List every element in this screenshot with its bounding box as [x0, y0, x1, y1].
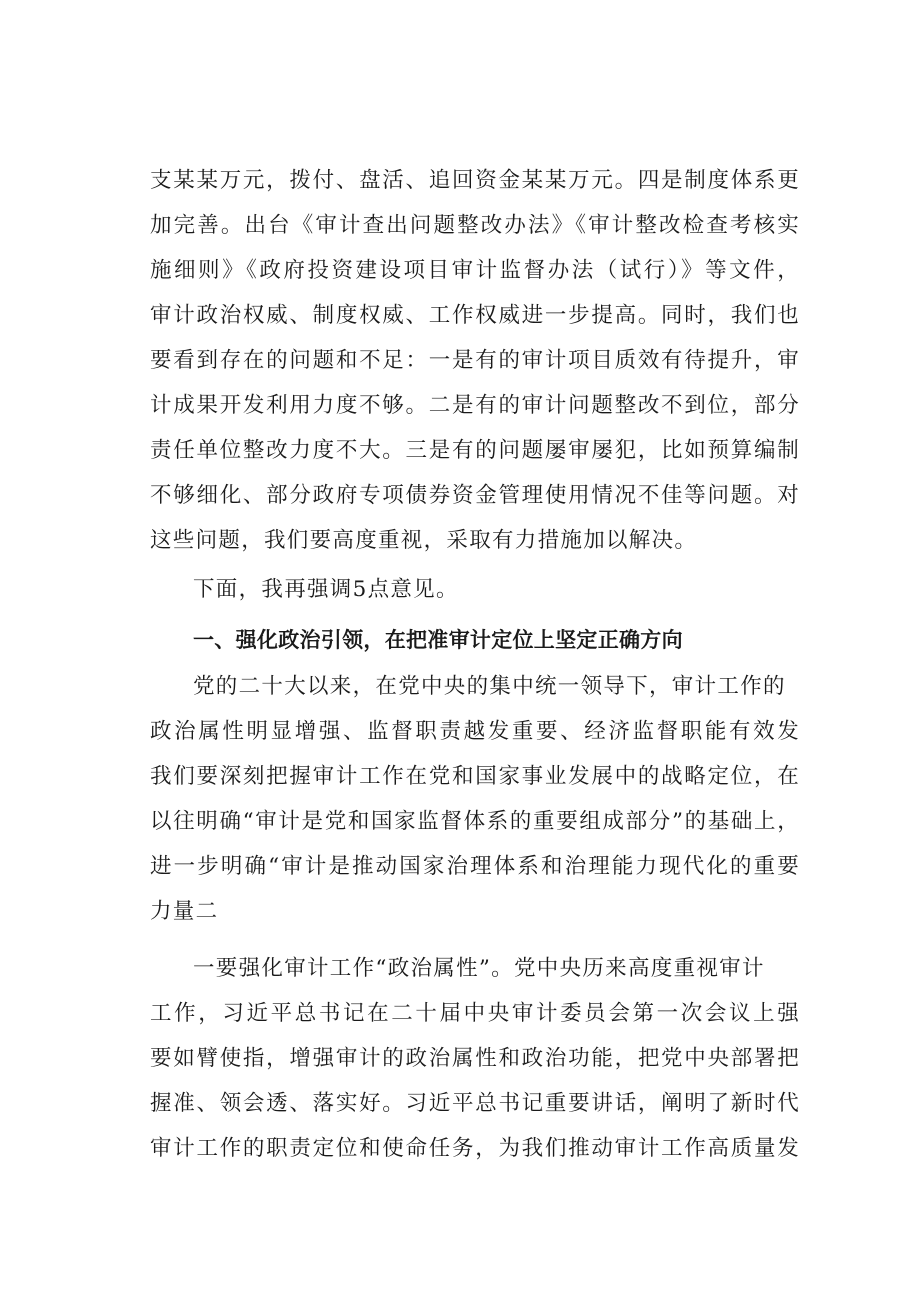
- body-line: 进一步明确“审计是推动国家治理体系和治理能力现代化的重要: [150, 854, 800, 879]
- body-line: 支某某万元，拨付、盘活、追回资金某某万元。四是制度体系更: [150, 168, 800, 193]
- body-line: 力量二: [150, 899, 219, 924]
- document-body: [150, 158, 800, 1171]
- body-line: 审计政治权威、制度权威、工作权威进一步提高。同时，我们也: [150, 303, 800, 328]
- paragraph-line: 党的二十大以来，在党中央的集中统一领导下，审计工作的: [193, 674, 786, 699]
- section-heading: 一、强化政治引领，在把准审计定位上坚定正确方向: [193, 628, 683, 652]
- body-line: 施细则》《政府投资建设项目审计监督办法（试行）》等文件，: [150, 258, 800, 283]
- body-line: 政治属性明显增强、监督职责越发重要、经济监督职能有效发: [150, 719, 800, 744]
- body-line: 要如臂使指，增强审计的政治属性和政治功能，把党中央部署把: [150, 1046, 800, 1071]
- body-line: 以往明确“审计是党和国家监督体系的重要组成部分”的基础上，: [150, 809, 800, 834]
- body-line: 加完善。出台《审计查出问题整改办法》《审计整改检查考核实: [150, 213, 800, 238]
- body-line: 审计工作的职责定位和使命任务，为我们推动审计工作高质量发: [150, 1136, 800, 1161]
- body-line: 不够细化、部分政府专项债券资金管理使用情况不佳等问题。对: [150, 483, 800, 508]
- body-line: 计成果开发利用力度不够。二是有的审计问题整改不到位，部分: [150, 393, 800, 418]
- body-line: 我们要深刻把握审计工作在党和国家事业发展中的战略定位，在: [150, 764, 800, 789]
- body-line: 握准、领会透、落实好。习近平总书记重要讲话，阐明了新时代: [150, 1091, 800, 1116]
- body-line: 工作，习近平总书记在二十届中央审计委员会第一次会议上强: [150, 1001, 800, 1026]
- body-line: 要看到存在的问题和不足：一是有的审计项目质效有待提升，审: [150, 348, 800, 373]
- paragraph-line: 下面，我再强调5点意见。: [193, 577, 459, 602]
- body-line: 这些问题，我们要高度重视，采取有力措施加以解决。: [150, 528, 698, 553]
- paragraph-line: 一要强化审计工作“政治属性”。党中央历来高度重视审计: [193, 956, 765, 981]
- body-line: 责任单位整改力度不大。三是有的问题屡审屡犯，比如预算编制: [150, 438, 800, 463]
